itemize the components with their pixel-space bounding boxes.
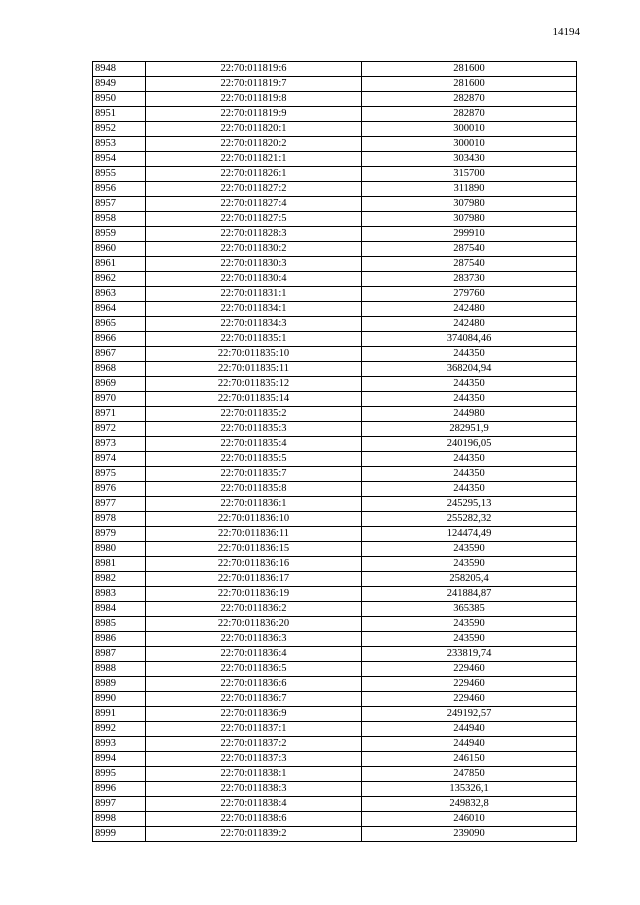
- cadastral-number-cell: 22:70:011821:1: [146, 152, 362, 167]
- table-row: [93, 692, 577, 707]
- row-number-cell: 8978: [93, 512, 146, 527]
- row-number-cell: 8988: [93, 662, 146, 677]
- row-number-cell: 8974: [93, 452, 146, 467]
- table-row: [93, 512, 577, 527]
- cadastral-number-cell: 22:70:011835:8: [146, 482, 362, 497]
- cadastral-value-cell: 243590: [362, 617, 577, 632]
- cadastral-value-cell: 281600: [362, 77, 577, 92]
- cadastral-number-cell: 22:70:011839:2: [146, 827, 362, 842]
- row-number-cell: 8991: [93, 707, 146, 722]
- cadastral-number-cell: 22:70:011835:7: [146, 467, 362, 482]
- table-row: [93, 212, 577, 227]
- cadastral-value-cell: 245295,13: [362, 497, 577, 512]
- cadastral-value-cell: 287540: [362, 257, 577, 272]
- table-row: [93, 62, 577, 77]
- cadastral-number-cell: 22:70:011820:2: [146, 137, 362, 152]
- cadastral-number-cell: 22:70:011838:4: [146, 797, 362, 812]
- cadastral-value-cell: 249832,8: [362, 797, 577, 812]
- row-number-cell: 8950: [93, 92, 146, 107]
- row-number-cell: 8995: [93, 767, 146, 782]
- row-number-cell: 8956: [93, 182, 146, 197]
- row-number-cell: 8957: [93, 197, 146, 212]
- cadastral-number-cell: 22:70:011836:3: [146, 632, 362, 647]
- cadastral-number-cell: 22:70:011827:2: [146, 182, 362, 197]
- table-row: [93, 452, 577, 467]
- cadastral-value-cell: 244940: [362, 722, 577, 737]
- cadastral-value-cell: 243590: [362, 542, 577, 557]
- table-row: [93, 422, 577, 437]
- cadastral-number-cell: 22:70:011819:7: [146, 77, 362, 92]
- row-number-cell: 8981: [93, 557, 146, 572]
- cadastral-number-cell: 22:70:011838:6: [146, 812, 362, 827]
- row-number-cell: 8951: [93, 107, 146, 122]
- cadastral-value-cell: 244980: [362, 407, 577, 422]
- cadastral-value-cell: 244350: [362, 452, 577, 467]
- cadastral-value-cell: 229460: [362, 662, 577, 677]
- cadastral-value-cell: 258205,4: [362, 572, 577, 587]
- cadastral-value-cell: 244350: [362, 467, 577, 482]
- table-row: [93, 767, 577, 782]
- row-number-cell: 8961: [93, 257, 146, 272]
- cadastral-value-cell: 240196,05: [362, 437, 577, 452]
- cadastral-number-cell: 22:70:011838:3: [146, 782, 362, 797]
- table-row: [93, 632, 577, 647]
- row-number-cell: 8990: [93, 692, 146, 707]
- cadastral-number-cell: 22:70:011835:14: [146, 392, 362, 407]
- row-number-cell: 8948: [93, 62, 146, 77]
- cadastral-number-cell: 22:70:011819:8: [146, 92, 362, 107]
- cadastral-value-cell: 311890: [362, 182, 577, 197]
- row-number-cell: 8980: [93, 542, 146, 557]
- table-row: [93, 797, 577, 812]
- row-number-cell: 8953: [93, 137, 146, 152]
- row-number-cell: 8969: [93, 377, 146, 392]
- table-row: [93, 362, 577, 377]
- table-row: [93, 707, 577, 722]
- cadastral-value-cell: 124474,49: [362, 527, 577, 542]
- row-number-cell: 8992: [93, 722, 146, 737]
- cadastral-value-cell: 244350: [362, 392, 577, 407]
- cadastral-value-cell: 374084,46: [362, 332, 577, 347]
- row-number-cell: 8994: [93, 752, 146, 767]
- cadastral-value-cell: 282870: [362, 107, 577, 122]
- table-row: [93, 302, 577, 317]
- row-number-cell: 8960: [93, 242, 146, 257]
- cadastral-value-cell: 282870: [362, 92, 577, 107]
- cadastral-value-cell: 244350: [362, 347, 577, 362]
- table-row: [93, 557, 577, 572]
- cadastral-value-cell: 135326,1: [362, 782, 577, 797]
- row-number-cell: 8975: [93, 467, 146, 482]
- cadastral-value-cell: 282951,9: [362, 422, 577, 437]
- page-number: 14194: [552, 26, 580, 38]
- cadastral-number-cell: 22:70:011836:10: [146, 512, 362, 527]
- cadastral-number-cell: 22:70:011835:10: [146, 347, 362, 362]
- table-row: [93, 287, 577, 302]
- row-number-cell: 8998: [93, 812, 146, 827]
- cadastral-value-cell: 246150: [362, 752, 577, 767]
- row-number-cell: 8959: [93, 227, 146, 242]
- row-number-cell: 8972: [93, 422, 146, 437]
- cadastral-number-cell: 22:70:011835:2: [146, 407, 362, 422]
- cadastral-number-cell: 22:70:011835:12: [146, 377, 362, 392]
- cadastral-value-cell: 243590: [362, 557, 577, 572]
- cadastral-number-cell: 22:70:011836:15: [146, 542, 362, 557]
- cadastral-number-cell: 22:70:011836:20: [146, 617, 362, 632]
- cadastral-value-cell: 368204,94: [362, 362, 577, 377]
- cadastral-number-cell: 22:70:011827:5: [146, 212, 362, 227]
- table-row: [93, 92, 577, 107]
- table-row: [93, 242, 577, 257]
- cadastral-number-cell: 22:70:011836:9: [146, 707, 362, 722]
- table-row: [93, 137, 577, 152]
- table-row: [93, 812, 577, 827]
- cadastral-value-cell: 255282,32: [362, 512, 577, 527]
- table-row: [93, 377, 577, 392]
- cadastral-number-cell: 22:70:011830:4: [146, 272, 362, 287]
- row-number-cell: 8949: [93, 77, 146, 92]
- table-row: [93, 752, 577, 767]
- table-row: [93, 827, 577, 842]
- table-row: [93, 662, 577, 677]
- cadastral-value-cell: 307980: [362, 197, 577, 212]
- table-row: [93, 542, 577, 557]
- cadastral-value-cell: 315700: [362, 167, 577, 182]
- cadastral-value-cell: 299910: [362, 227, 577, 242]
- row-number-cell: 8976: [93, 482, 146, 497]
- cadastral-value-cell: 249192,57: [362, 707, 577, 722]
- cadastral-value-cell: 241884,87: [362, 587, 577, 602]
- cadastral-value-cell: 244350: [362, 482, 577, 497]
- cadastral-number-cell: 22:70:011830:2: [146, 242, 362, 257]
- cadastral-number-cell: 22:70:011826:1: [146, 167, 362, 182]
- cadastral-value-cell: 287540: [362, 242, 577, 257]
- cadastral-value-table: [92, 61, 577, 842]
- cadastral-value-cell: 300010: [362, 137, 577, 152]
- row-number-cell: 8982: [93, 572, 146, 587]
- table-row: [93, 227, 577, 242]
- cadastral-value-cell: 244350: [362, 377, 577, 392]
- row-number-cell: 8970: [93, 392, 146, 407]
- cadastral-number-cell: 22:70:011827:4: [146, 197, 362, 212]
- cadastral-value-cell: 303430: [362, 152, 577, 167]
- cadastral-value-cell: 242480: [362, 317, 577, 332]
- table-row: [93, 602, 577, 617]
- table-row: [93, 107, 577, 122]
- cadastral-value-cell: 279760: [362, 287, 577, 302]
- cadastral-number-cell: 22:70:011838:1: [146, 767, 362, 782]
- cadastral-number-cell: 22:70:011835:11: [146, 362, 362, 377]
- table-row: [93, 437, 577, 452]
- cadastral-number-cell: 22:70:011834:3: [146, 317, 362, 332]
- cadastral-number-cell: 22:70:011837:3: [146, 752, 362, 767]
- table-row: [93, 77, 577, 92]
- table-row: [93, 257, 577, 272]
- cadastral-number-cell: 22:70:011831:1: [146, 287, 362, 302]
- cadastral-number-cell: 22:70:011837:2: [146, 737, 362, 752]
- cadastral-value-cell: 242480: [362, 302, 577, 317]
- table-row: [93, 407, 577, 422]
- row-number-cell: 8964: [93, 302, 146, 317]
- table-row: [93, 482, 577, 497]
- cadastral-number-cell: 22:70:011834:1: [146, 302, 362, 317]
- table-row: [93, 722, 577, 737]
- cadastral-value-cell: 229460: [362, 692, 577, 707]
- cadastral-number-cell: 22:70:011836:1: [146, 497, 362, 512]
- cadastral-number-cell: 22:70:011835:4: [146, 437, 362, 452]
- table-row: [93, 332, 577, 347]
- table-row: [93, 167, 577, 182]
- row-number-cell: 8952: [93, 122, 146, 137]
- table-row: [93, 572, 577, 587]
- row-number-cell: 8971: [93, 407, 146, 422]
- row-number-cell: 8985: [93, 617, 146, 632]
- cadastral-number-cell: 22:70:011835:3: [146, 422, 362, 437]
- row-number-cell: 8968: [93, 362, 146, 377]
- cadastral-value-cell: 281600: [362, 62, 577, 77]
- table-body: [93, 62, 577, 842]
- cadastral-value-cell: 229460: [362, 677, 577, 692]
- cadastral-number-cell: 22:70:011819:9: [146, 107, 362, 122]
- cadastral-number-cell: 22:70:011828:3: [146, 227, 362, 242]
- table-row: [93, 737, 577, 752]
- cadastral-value-cell: 247850: [362, 767, 577, 782]
- cadastral-number-cell: 22:70:011836:2: [146, 602, 362, 617]
- row-number-cell: 8954: [93, 152, 146, 167]
- row-number-cell: 8958: [93, 212, 146, 227]
- table-row: [93, 527, 577, 542]
- row-number-cell: 8993: [93, 737, 146, 752]
- table-row: [93, 677, 577, 692]
- cadastral-value-cell: 233819,74: [362, 647, 577, 662]
- row-number-cell: 8986: [93, 632, 146, 647]
- row-number-cell: 8987: [93, 647, 146, 662]
- row-number-cell: 8963: [93, 287, 146, 302]
- row-number-cell: 8979: [93, 527, 146, 542]
- cadastral-value-cell: 243590: [362, 632, 577, 647]
- row-number-cell: 8997: [93, 797, 146, 812]
- row-number-cell: 8966: [93, 332, 146, 347]
- cadastral-number-cell: 22:70:011836:7: [146, 692, 362, 707]
- table-row: [93, 617, 577, 632]
- table-row: [93, 467, 577, 482]
- table-row: [93, 647, 577, 662]
- cadastral-number-cell: 22:70:011836:4: [146, 647, 362, 662]
- cadastral-value-cell: 239090: [362, 827, 577, 842]
- table-row: [93, 587, 577, 602]
- cadastral-number-cell: 22:70:011836:16: [146, 557, 362, 572]
- row-number-cell: 8955: [93, 167, 146, 182]
- cadastral-value-cell: 283730: [362, 272, 577, 287]
- cadastral-number-cell: 22:70:011835:1: [146, 332, 362, 347]
- table-row: [93, 182, 577, 197]
- table-row: [93, 497, 577, 512]
- row-number-cell: 8973: [93, 437, 146, 452]
- cadastral-number-cell: 22:70:011836:11: [146, 527, 362, 542]
- cadastral-number-cell: 22:70:011837:1: [146, 722, 362, 737]
- cadastral-number-cell: 22:70:011836:5: [146, 662, 362, 677]
- row-number-cell: 8983: [93, 587, 146, 602]
- row-number-cell: 8965: [93, 317, 146, 332]
- row-number-cell: 8999: [93, 827, 146, 842]
- table-row: [93, 317, 577, 332]
- row-number-cell: 8996: [93, 782, 146, 797]
- cadastral-value-cell: 365385: [362, 602, 577, 617]
- row-number-cell: 8962: [93, 272, 146, 287]
- cadastral-value-cell: 307980: [362, 212, 577, 227]
- table-row: [93, 272, 577, 287]
- cadastral-number-cell: 22:70:011836:19: [146, 587, 362, 602]
- cadastral-value-cell: 300010: [362, 122, 577, 137]
- cadastral-number-cell: 22:70:011836:6: [146, 677, 362, 692]
- row-number-cell: 8984: [93, 602, 146, 617]
- row-number-cell: 8977: [93, 497, 146, 512]
- cadastral-value-cell: 244940: [362, 737, 577, 752]
- table-row: [93, 197, 577, 212]
- cadastral-value-cell: 246010: [362, 812, 577, 827]
- cadastral-number-cell: 22:70:011819:6: [146, 62, 362, 77]
- cadastral-number-cell: 22:70:011830:3: [146, 257, 362, 272]
- table-row: [93, 122, 577, 137]
- table-row: [93, 152, 577, 167]
- cadastral-number-cell: 22:70:011820:1: [146, 122, 362, 137]
- row-number-cell: 8967: [93, 347, 146, 362]
- table-row: [93, 782, 577, 797]
- table-row: [93, 392, 577, 407]
- cadastral-number-cell: 22:70:011835:5: [146, 452, 362, 467]
- table-row: [93, 347, 577, 362]
- cadastral-number-cell: 22:70:011836:17: [146, 572, 362, 587]
- row-number-cell: 8989: [93, 677, 146, 692]
